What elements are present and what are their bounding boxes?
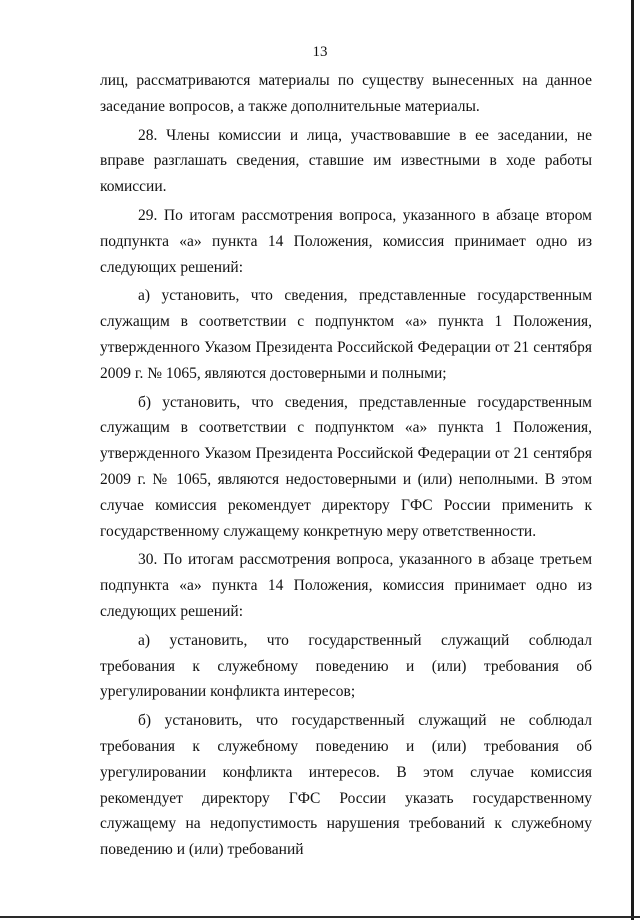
paragraph-continuation: лиц, рассматриваются материалы по существу вынесенных на данное заседание вопросов, а также дополнительные материалы. <box>100 72 592 115</box>
paragraph-29-b: б) установить, что сведения, представленные государственным служащим в соответствии с подпунктом «а» пункта 1 Положения, утвержденного Указом Президента Российской Федерации от 21 сентября 2009 г. № 1065, являются недостоверными и (или) неполными. В этом случае комиссия рекомендует директору ГФС России применить к государственному служащему конкретную меру ответственности. <box>100 393 592 540</box>
scan-edge-bottom <box>0 916 640 918</box>
paragraph-30-a: а) установить, что государственный служащий соблюдал требования к служебному поведению и (или) требования об урегулировании конфликта интересов; <box>100 631 592 701</box>
paragraph-29: 29. По итогам рассмотрения вопроса, указанного в абзаце втором подпункта «а» пункта 14 Положения, комиссия принимает одно из следующих решений: <box>100 206 592 276</box>
paragraph-30: 30. По итогам рассмотрения вопроса, указанного в абзаце третьем подпункта «а» пункта 14 Положения, комиссия принимает одно из следующих решений: <box>100 551 592 620</box>
paragraph-28: 28. Члены комиссии и лица, участвовавшие в ее заседании, не вправе разглашать сведения, ставшие им известными в ходе работы комиссии. <box>100 126 592 196</box>
paragraph-30-b: б) установить, что государственный служащий не соблюдал требования к служебному поведению и (или) требования об урегулировании конфликта интересов. В этом случае комиссия рекомендует директору ГФС России указать государственному служащему на недопустимость нарушения требований к служебному поведению и (или) требований <box>100 712 592 859</box>
document-body <box>100 68 592 863</box>
page-number: 13 <box>312 44 328 60</box>
scan-edge-right <box>631 0 634 920</box>
paragraph-29-a: а) установить, что сведения, представленные государственным служащим в соответствии с подпунктом «а» пункта 1 Положения, утвержденного Указом Президента Российской Федерации от 21 сентября 2009 г. № 1065, являются достоверными и полными; <box>100 287 592 382</box>
